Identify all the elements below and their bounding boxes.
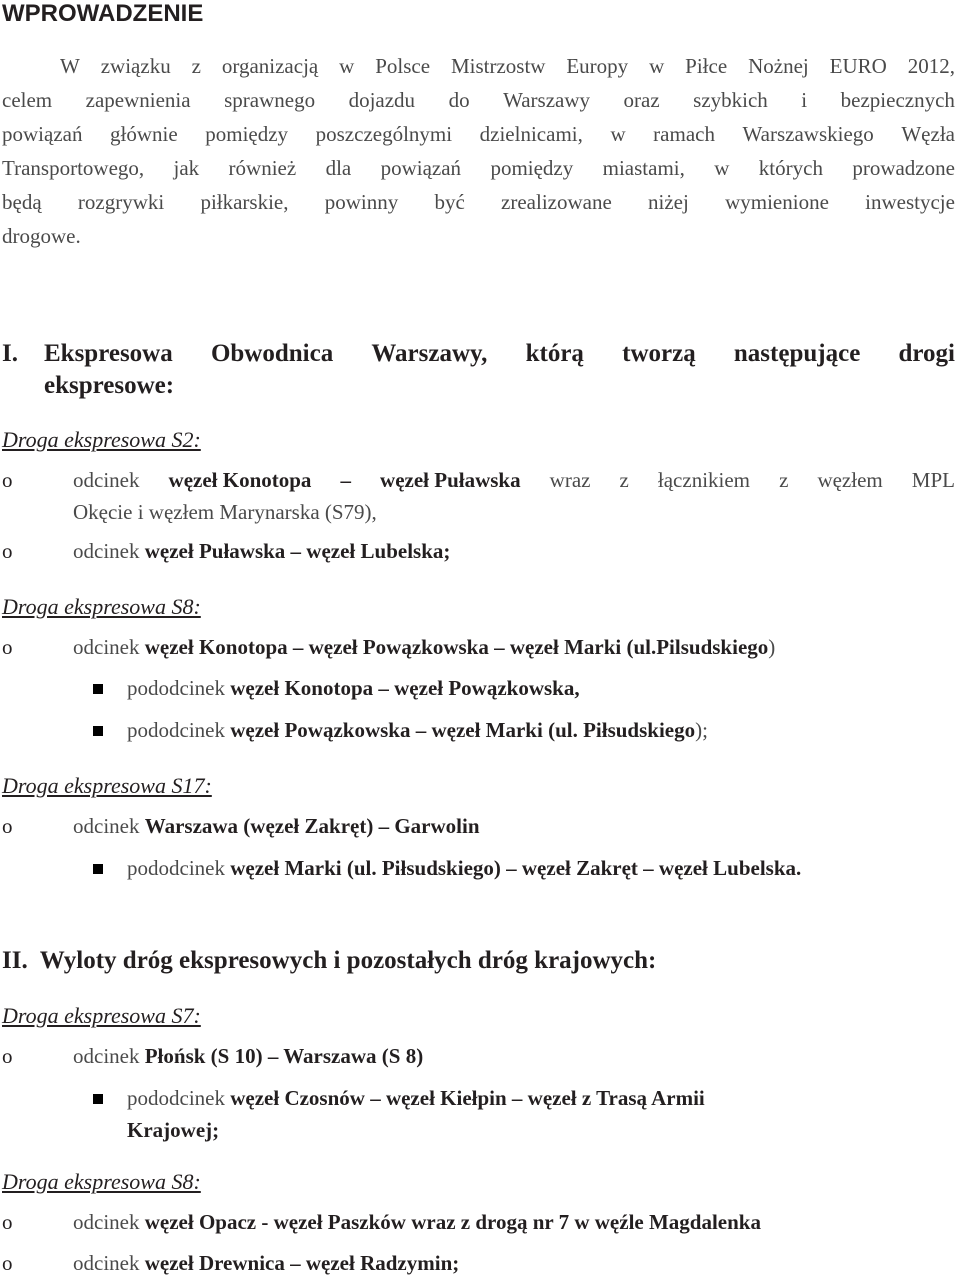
item-prefix: odcinek <box>73 539 145 563</box>
word: łącznikiem <box>657 468 751 492</box>
circle-bullet: o <box>2 539 13 563</box>
item-prefix: odcinek <box>73 1251 145 1275</box>
word: związku <box>100 54 171 78</box>
word: powiązań <box>380 156 462 180</box>
word: Europy <box>566 54 629 78</box>
word: inwestycje <box>865 190 955 214</box>
word: w <box>610 122 626 146</box>
circle-bullet: o <box>2 814 13 838</box>
circle-bullet: o <box>2 468 13 492</box>
s8b-item-2 <box>73 1251 459 1276</box>
word: z <box>191 54 201 78</box>
item-route: węzeł Czosnów – węzeł Kiełpin – węzeł z Trasą Armii <box>230 1086 705 1110</box>
word: Polsce <box>375 54 431 78</box>
word: dojazdu <box>348 88 416 112</box>
word: – <box>340 468 351 492</box>
page-title: WPROWADZENIE <box>2 0 204 27</box>
section-2-title: Wyloty dróg ekspresowych i pozostałych dróg krajowych: <box>39 947 657 974</box>
item-suffix: ) <box>768 635 776 659</box>
item-prefix: pododcinek <box>127 718 231 742</box>
s17-heading: Droga ekspresowa S17: <box>2 773 212 798</box>
word: poszczególnymi <box>315 122 453 146</box>
square-bullet <box>93 684 103 694</box>
word: drogowe. <box>2 224 81 248</box>
item-route: węzeł Puławska – węzeł Lubelska; <box>144 539 451 563</box>
intro-line <box>2 117 955 151</box>
s8-item <box>73 635 775 660</box>
s7-item <box>73 1044 423 1069</box>
word: W <box>60 54 80 78</box>
item-suffix: ); <box>695 718 708 742</box>
item-route: węzeł Powązkowska – węzeł Marki (ul. Piłsudskiego <box>230 718 696 742</box>
item-prefix: pododcinek <box>127 856 231 880</box>
word: następujące <box>733 340 861 367</box>
s7-heading: Droga ekspresowa S7: <box>2 1003 201 1028</box>
word: oraz <box>623 88 660 112</box>
section-2-number: II. <box>2 947 28 974</box>
item-route: węzeł Drewnica – węzeł Radzymin; <box>144 1251 460 1275</box>
word: Ekspresowa <box>44 340 173 367</box>
item-prefix: odcinek <box>73 1044 145 1068</box>
word: pomiędzy <box>490 156 574 180</box>
item-prefix: pododcinek <box>127 1086 231 1110</box>
square-bullet <box>93 864 103 874</box>
word: rozgrywki <box>77 190 165 214</box>
word: sprawnego <box>224 88 316 112</box>
item-route-cont: Krajowej; <box>127 1118 220 1142</box>
s2-item-2 <box>73 539 450 564</box>
intro-paragraph <box>2 49 955 253</box>
word: dla <box>325 156 352 180</box>
word: szybkich <box>693 88 768 112</box>
circle-bullet: o <box>2 1044 13 1068</box>
circle-bullet: o <box>2 1210 13 1234</box>
s2-item-1-cont: Okęcie i węzłem Marynarska (S79), <box>73 500 377 524</box>
s7-sub <box>127 1086 705 1150</box>
intro-line <box>2 49 955 83</box>
word: głównie <box>110 122 178 146</box>
word: być <box>434 190 465 214</box>
word: również <box>228 156 297 180</box>
item-prefix: odcinek <box>73 635 145 659</box>
s17-sub <box>127 856 801 881</box>
word: których <box>758 156 823 180</box>
item-prefix: odcinek <box>73 1210 145 1234</box>
word: Obwodnica <box>210 340 334 367</box>
word: 2012, <box>907 54 955 78</box>
s2-item-1-line <box>73 468 955 500</box>
square-bullet <box>93 1094 103 1104</box>
item-prefix: pododcinek <box>127 676 231 700</box>
word: MPL <box>911 468 955 492</box>
item-route: węzeł Konotopa – węzeł Powązkowska – węzeł Marki (ul.Pilsudskiego <box>144 635 769 659</box>
circle-bullet: o <box>2 635 13 659</box>
section-2-heading <box>2 947 656 975</box>
s8-sub-2 <box>127 718 708 743</box>
item-route: węzeł Opacz - węzeł Paszków wraz z drogą nr 7 w węźle Magdalenka <box>144 1210 761 1234</box>
section-1-number: I. <box>2 340 18 367</box>
section-1-title-cont: ekspresowe: <box>44 372 175 399</box>
word: dzielnicami, <box>479 122 583 146</box>
s8b-heading: Droga ekspresowa S8: <box>2 1169 201 1194</box>
section-1-heading <box>2 340 955 404</box>
word: Węzła <box>901 122 955 146</box>
word: węzeł Puławska <box>380 468 521 492</box>
word: z <box>779 468 789 492</box>
word: Transportowego, <box>2 156 145 180</box>
word: wraz <box>549 468 591 492</box>
s17-item <box>73 814 480 839</box>
word: celem <box>2 88 53 112</box>
word: tworzą <box>622 340 696 367</box>
word: węzeł Konotopa <box>168 468 312 492</box>
intro-line <box>2 83 955 117</box>
word: z <box>619 468 629 492</box>
word: odcinek <box>73 468 140 492</box>
word: którą <box>525 340 584 367</box>
square-bullet <box>93 726 103 736</box>
word: i <box>801 88 808 112</box>
word: powiązań <box>2 122 83 146</box>
s2-item-1 <box>73 468 955 532</box>
word: Piłce <box>685 54 728 78</box>
word: węzłem <box>817 468 883 492</box>
item-prefix: odcinek <box>73 814 145 838</box>
section-1-title-line <box>44 340 955 372</box>
word: bezpiecznych <box>840 88 955 112</box>
word: zrealizowane <box>501 190 612 214</box>
word: piłkarskie, <box>200 190 289 214</box>
word: ramach <box>653 122 715 146</box>
word: w <box>714 156 730 180</box>
s8-heading: Droga ekspresowa S8: <box>2 594 201 619</box>
s2-heading: Droga ekspresowa S2: <box>2 427 201 452</box>
word: miastami, <box>602 156 685 180</box>
word: Warszawy, <box>371 340 488 367</box>
word: będą <box>2 190 42 214</box>
word: w <box>649 54 665 78</box>
word: pomiędzy <box>205 122 289 146</box>
word: Warszawy <box>503 88 590 112</box>
intro-line <box>2 185 955 219</box>
word: powinny <box>324 190 399 214</box>
word: do <box>448 88 470 112</box>
word: Nożnej <box>748 54 809 78</box>
circle-bullet: o <box>2 1251 13 1275</box>
item-route: Warszawa (węzeł Zakręt) – Garwolin <box>144 814 480 838</box>
word: prowadzone <box>852 156 955 180</box>
word: wymienione <box>725 190 829 214</box>
item-route: węzeł Marki (ul. Piłsudskiego) – węzeł Zakręt – węzeł Lubelska. <box>230 856 802 880</box>
item-route: węzeł Konotopa – węzeł Powązkowska, <box>230 676 580 700</box>
s8b-item-1 <box>73 1210 761 1235</box>
word: drogi <box>898 340 955 367</box>
word: zapewnienia <box>85 88 191 112</box>
word: jak <box>173 156 200 180</box>
word: Mistrzostw <box>450 54 546 78</box>
intro-line <box>2 219 955 253</box>
word: EURO <box>829 54 887 78</box>
word: w <box>339 54 355 78</box>
s8-sub-1 <box>127 676 580 701</box>
word: Warszawskiego <box>742 122 874 146</box>
item-route: Płońsk (S 10) – Warszawa (S 8) <box>144 1044 424 1068</box>
word: organizacją <box>221 54 319 78</box>
word: niżej <box>648 190 689 214</box>
intro-line <box>2 151 955 185</box>
